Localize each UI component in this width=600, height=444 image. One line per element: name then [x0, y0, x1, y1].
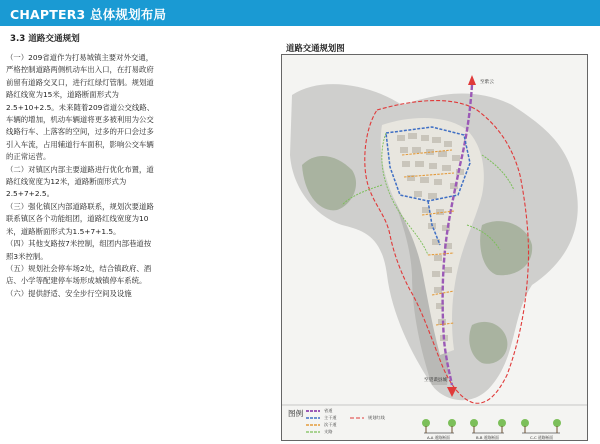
- map-panel: [276, 42, 592, 440]
- paragraph-6: （六）提供舒适、安全步行空间及设施: [6, 288, 132, 298]
- chapter-title: CHAPTER3 总体规划布局: [10, 7, 167, 22]
- paragraph-4: （四）其他支路按7米控制，组团内部巷道按照3米控制。: [6, 239, 152, 261]
- text-column: [6, 32, 164, 442]
- caption-section-b: B-B 道路断面: [476, 435, 499, 440]
- caption-section-a: A-A 道路断面: [427, 435, 450, 440]
- map-title: 道路交通规划图: [286, 43, 345, 53]
- paragraph-2: （二）对镇区内部主要道路进行优化布置，道路红线宽度为12米，道路断面形式为2.5+7+2.5。: [6, 164, 154, 199]
- legend-secondary: 次干道: [324, 422, 337, 427]
- section-title: 3.3 道路交通规划: [10, 34, 80, 44]
- legend-provincial: 省道: [324, 408, 333, 413]
- legend-main: 主干道: [324, 415, 337, 420]
- map-frame: [281, 54, 588, 441]
- label-to-wangmo: 至望谟县城: [424, 378, 447, 383]
- legend-boundary: 规划红线: [368, 415, 385, 420]
- caption-section-c: C-C 道路断面: [530, 435, 554, 440]
- paragraph-5: （五）规划社会停车场2处，结合镇政府、酒店、小学等配建停车场形成城镇停车系统。: [6, 263, 152, 286]
- legend-branch: 支路: [324, 429, 333, 434]
- body-text: [6, 52, 156, 300]
- paragraph-3: （三）强化镇区内部道路联系，规划次要道路联系镇区各个功能组团，道路红线宽度为10米，道路断面形式为1.5+7+1.5。: [6, 201, 154, 236]
- chapter-header: [0, 0, 600, 26]
- paragraph-1: （一）209省道作为打易城镇主要对外交通，严格控制道路两侧机动车出入口，在打易政府前留有道路交叉口，进行红绿灯管制。规划道路红线宽为15米，道路断面形式为2.5+10+2.5。未来随着209省道公交线路、车辆的增加，机动车辆道将更多被利用为公交线路行车、上落客的空间，过多的开口会过多引入车流，占用辅道行车面积，影响公交车辆的正常运营。: [6, 53, 155, 162]
- legend-title: 图例: [288, 409, 304, 418]
- label-to-ziyun: 至紫云: [480, 80, 494, 85]
